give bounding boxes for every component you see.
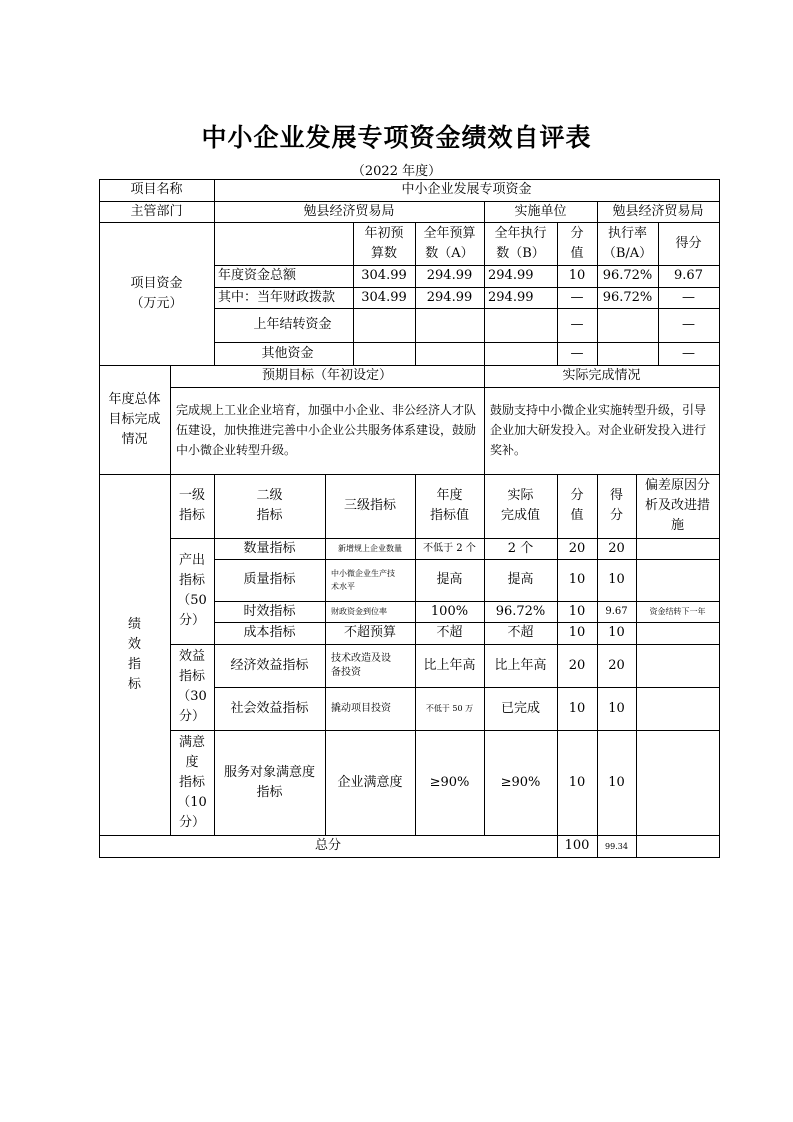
indicator-l2: 经济效益指标 xyxy=(230,657,309,673)
funds-header: 全年预算 数（A） xyxy=(423,225,476,261)
fund-cell: — xyxy=(682,289,695,305)
fund-cell xyxy=(597,342,658,365)
indicator-actual: ≥90% xyxy=(500,774,541,790)
indicator-l2: 成本指标 xyxy=(243,625,296,640)
indicator-l3: 中小微企业生产技 术水平 xyxy=(331,569,395,591)
indicator-header: 分 值 xyxy=(570,488,584,523)
fund-cell: 10 xyxy=(568,268,586,283)
fund-cell xyxy=(353,342,415,365)
funds-header: 全年执行 数（B） xyxy=(494,225,547,261)
indicator-target: 100% xyxy=(430,603,469,619)
indicator-score: 20 xyxy=(608,540,625,556)
fund-cell: 9.67 xyxy=(674,268,703,283)
total-label: 总分 xyxy=(314,838,341,853)
indicator-l3: 撬动项目投资 xyxy=(331,702,391,714)
indicator-actual: 已完成 xyxy=(500,700,540,716)
indicator-note xyxy=(636,622,719,644)
indicator-actual: 2 个 xyxy=(507,540,534,556)
indicator-target: 不超 xyxy=(436,625,463,640)
total-score-value: 100 xyxy=(564,838,590,853)
indicator-target: 提高 xyxy=(436,572,463,587)
fund-cell: — xyxy=(570,317,584,332)
indicator-header: 年度 指标值 xyxy=(429,488,469,523)
fund-cell xyxy=(597,308,658,342)
actual-header: 实际完成情况 xyxy=(562,368,641,383)
fund-row-label: 年度资金总额 xyxy=(218,268,297,283)
indicator-note xyxy=(636,559,719,601)
indicator-l3: 财政资金到位率 xyxy=(331,607,387,616)
indicator-l3: 企业满意度 xyxy=(337,774,403,790)
fund-cell: 294.99 xyxy=(426,268,473,283)
indicator-header: 偏差原因分 析及改进措 施 xyxy=(644,478,710,533)
funds-label: 项目资金 （万元） xyxy=(130,275,183,311)
funds-header: 年初预 算数 xyxy=(364,225,404,261)
indicator-score-value: 20 xyxy=(568,540,586,556)
indicator-score: 10 xyxy=(608,700,625,716)
indicator-score-value: 20 xyxy=(568,657,586,673)
indicator-l2: 时效指标 xyxy=(243,603,296,619)
indicator-l3: 技术改造及设 备投资 xyxy=(331,652,391,678)
fund-cell: 294.99 xyxy=(488,268,534,283)
project-name-label: 项目名称 xyxy=(130,182,183,197)
indicator-target: ≥90% xyxy=(429,774,470,790)
funds-header: 执行率 （B/A） xyxy=(602,225,653,261)
indicator-actual: 96.72% xyxy=(495,603,546,619)
indicator-header: 一级 指标 xyxy=(178,488,205,523)
indicator-note: 资金结转下一年 xyxy=(649,607,706,616)
goals-label: 年度总体 目标完成 情况 xyxy=(108,391,161,447)
funds-header: 分 值 xyxy=(570,225,584,261)
page-title: 中小企业发展专项资金绩效自评表 xyxy=(201,123,592,152)
unit-label: 实施单位 xyxy=(514,203,567,219)
indicator-header: 得 分 xyxy=(609,488,623,523)
indicator-score-value: 10 xyxy=(568,572,586,587)
indicator-note xyxy=(636,730,719,835)
indicator-actual: 不超 xyxy=(507,625,534,640)
fund-cell xyxy=(484,308,557,342)
project-name: 中小企业发展专项资金 xyxy=(401,182,532,197)
actual-goal-text: 鼓励支持中小微企业实施转型升级，引导企业加大研发投入。对企业研发投入进行奖补。 xyxy=(490,403,707,457)
fund-row-label: 其中：当年财政拨款 xyxy=(218,289,336,305)
indicator-header: 二级 指标 xyxy=(256,488,283,523)
fund-cell xyxy=(353,308,415,342)
indicator-score: 9.67 xyxy=(605,605,628,617)
indicator-note xyxy=(636,538,719,559)
fund-cell: 304.99 xyxy=(361,289,407,305)
fund-cell: — xyxy=(570,345,584,361)
expected-goal-text: 完成规上工业企业培育，加强中小企业、非公经济人才队伍建设，加快推进完善中小企业公共服务体系建设，鼓励中小微企业转型升级。 xyxy=(176,403,477,457)
fund-cell: 304.99 xyxy=(361,268,407,283)
indicator-header: 三级指标 xyxy=(343,498,396,513)
fund-cell xyxy=(484,342,557,365)
indicator-score-value: 10 xyxy=(568,774,586,790)
total-score: 99.34 xyxy=(605,841,628,851)
indicator-l2: 服务对象满意度 指标 xyxy=(223,764,315,800)
fund-cell: 96.72% xyxy=(602,268,653,283)
indicator-actual: 提高 xyxy=(507,572,534,587)
fund-cell: — xyxy=(682,345,695,361)
indicator-l2: 质量指标 xyxy=(243,572,296,587)
unit-value: 勉县经济贸易局 xyxy=(612,203,704,219)
fund-cell xyxy=(415,308,484,342)
indicator-score: 10 xyxy=(608,774,625,790)
indicator-group-output: 产出 指标 （50 分） xyxy=(177,553,207,628)
page-subtitle: （2022 年度） xyxy=(351,164,442,179)
indicator-l3: 不超预算 xyxy=(343,625,396,640)
indicator-score-value: 10 xyxy=(568,625,586,640)
fund-cell: — xyxy=(682,317,695,332)
indicator-score-value: 10 xyxy=(568,603,586,619)
indicator-group-satisfaction: 满意 度 指标 （10 分） xyxy=(177,734,207,830)
indicator-target: 比上年高 xyxy=(423,657,476,673)
indicator-note xyxy=(636,687,719,730)
indicator-group-benefit: 效益 指标 （30 分） xyxy=(177,649,207,724)
dept-label: 主管部门 xyxy=(130,203,183,219)
expected-header: 预期目标（年初设定） xyxy=(261,368,392,383)
fund-cell: 96.72% xyxy=(602,289,653,305)
indicator-score-value: 10 xyxy=(568,700,586,716)
indicator-score: 20 xyxy=(608,657,625,673)
fund-cell: 294.99 xyxy=(426,289,473,305)
indicator-l2: 社会效益指标 xyxy=(230,700,309,716)
indicator-l3: 新增规上企业数量 xyxy=(338,544,402,553)
fund-row-label: 上年结转资金 xyxy=(253,317,332,332)
funds-header: 得分 xyxy=(675,235,702,251)
indicator-l2: 数量指标 xyxy=(243,540,296,556)
fund-row-label: 其他资金 xyxy=(261,345,314,361)
fund-cell xyxy=(415,342,484,365)
fund-cell: 294.99 xyxy=(488,289,534,305)
indicators-section-label: 绩 效 指 标 xyxy=(127,616,141,692)
dept-value: 勉县经济贸易局 xyxy=(303,203,395,219)
fund-cell: — xyxy=(570,289,584,305)
indicator-score: 10 xyxy=(608,572,625,587)
indicator-target: 不低于 2 个 xyxy=(423,542,476,554)
indicator-note xyxy=(636,644,719,687)
indicator-target: 不低于 50 万 xyxy=(425,704,474,713)
indicator-actual: 比上年高 xyxy=(494,657,547,673)
indicator-header: 实际 完成值 xyxy=(500,488,540,523)
indicator-score: 10 xyxy=(608,625,625,640)
